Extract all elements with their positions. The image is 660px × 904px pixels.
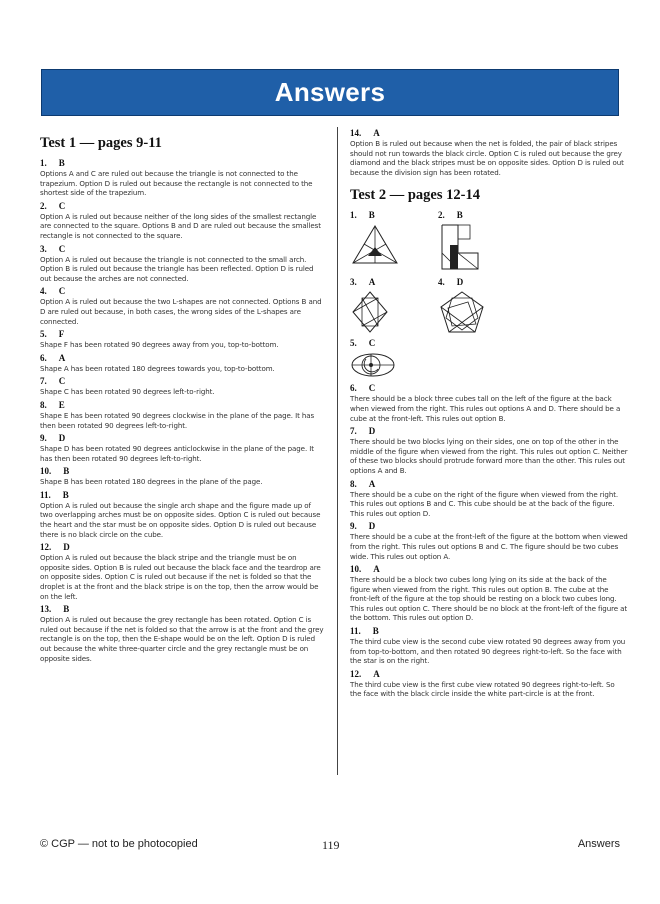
answer-number: 11.	[350, 626, 361, 637]
answer-letter: D	[368, 521, 376, 532]
answer-letter: A	[58, 352, 66, 363]
answer-item	[350, 479, 628, 519]
answer-item	[40, 433, 325, 463]
answer-number: 6.	[40, 352, 47, 363]
answer-number: 6.	[350, 383, 357, 394]
answer-number: 9.	[40, 433, 47, 444]
answer-letter: F	[58, 329, 65, 340]
page-title: Answers	[274, 77, 386, 107]
answer-item	[40, 466, 325, 487]
figure-row	[350, 338, 628, 379]
answer-explanation: The third cube view is the first cube view rotated 90 degrees right-to-left. So the face with the black circle inside the white part-circle is at the front.	[350, 679, 615, 699]
answer-number: 13.	[40, 604, 52, 615]
answer-explanation: Options A and C are ruled out because the triangle is not connected to the trapezium. Option D is ruled out because the rectangle is not connected to the shortest side of the trapezium.	[40, 169, 313, 198]
answer-number: 1.	[40, 158, 47, 168]
answer-letter: E	[58, 399, 65, 410]
figure-answer	[350, 277, 438, 334]
answer-explanation: Option A is ruled out because the black stripe and the triangle must be on opposite sides. Option B is ruled out because the black face and the teardrop are on opposite sides. Option C is ruled out because if the net is folded so that the droplet is at the front and the black stripe is on the top, then the arrow would be on the left.	[40, 553, 321, 601]
section-label: Answers	[577, 838, 620, 850]
answer-number: 9.	[350, 521, 357, 532]
figure-answer	[438, 277, 526, 334]
answer-item	[40, 376, 325, 397]
answer-item	[40, 604, 325, 663]
answer-item	[40, 490, 325, 539]
answer-item	[40, 353, 325, 374]
answer-item	[350, 669, 628, 699]
answer-number: 3.	[40, 243, 47, 254]
test2-heading: Test 2 — pages 12-14	[350, 187, 480, 204]
answers-banner	[41, 69, 619, 116]
answer-letter: B	[63, 604, 70, 615]
answer-item	[350, 564, 628, 623]
answer-item	[350, 383, 628, 423]
answer-explanation: Option A is ruled out because neither of the long sides of the smallest rectangle are connected to the square. Options B and D are ruled out because the smallest rectangle is not connected to the square.	[40, 211, 321, 240]
answer-letter: D	[63, 542, 70, 553]
answer-explanation: Shape E has been rotated 90 degrees clockwise in the plane of the page. It has then been rotated 90 degrees left-to-right.	[40, 410, 315, 430]
answer-explanation: Option A is ruled out because the grey rectangle has been rotated. Option C is ruled out because if the net is folded so that the arrow is at the front and the grey rectangle is on the top, then the E-shape would be on the left. Option D is ruled out because the white three-quarter circle and the grey rectangle must be on opposite sides.	[40, 615, 324, 663]
column-divider	[337, 127, 338, 775]
answer-letter: B	[456, 210, 463, 221]
answer-letter: C	[368, 338, 376, 349]
copyright-notice: © CGP — not to be photocopied	[40, 838, 198, 850]
answer-number: 8.	[350, 478, 357, 489]
figure-answer	[438, 210, 526, 273]
page-footer	[40, 838, 620, 852]
answer-explanation: There should be a cube at the front-left of the figure at the bottom when viewed from the right. This rules out options B and C. The figure should be two cubes wide. This rules out option A.	[350, 532, 628, 561]
answer-item	[40, 542, 325, 601]
answer-item	[40, 286, 325, 326]
answer-number: 10.	[40, 466, 52, 477]
answer-explanation: Shape C has been rotated 90 degrees left-to-right.	[40, 387, 215, 397]
answer-item	[350, 128, 628, 177]
answer-explanation: The third cube view is the second cube view rotated 90 degrees away from you from top-to-bottom, and then rotated 90 degrees right-to-left. So the face with the star is on the right.	[350, 637, 626, 666]
answer-item	[40, 329, 325, 350]
pentagon-figure-icon	[438, 290, 486, 334]
triangle-figure-icon	[350, 223, 400, 267]
answer-letter: A	[368, 478, 376, 489]
answer-explanation: Option A is ruled out because the single arch shape and the figure made up of two overlapping arches must be on opposite sides. Option C is ruled out because the heart and the star must be on opposite sides. Option D is ruled out because there is no black circle on the cube.	[40, 500, 321, 539]
answer-number: 7.	[350, 426, 357, 437]
answer-explanation: There should be a block three cubes tall on the left of the figure at the back when viewed from the right. This rules out options A and D. There should be a cube at the front-left. This rules out option B.	[350, 394, 621, 423]
figure-row	[350, 210, 628, 273]
answer-item	[350, 626, 628, 666]
diamond-figure-icon	[350, 290, 390, 334]
answer-number: 5.	[350, 338, 357, 349]
answer-number: 10.	[350, 564, 362, 575]
answer-letter: B	[58, 158, 65, 168]
page-number: 119	[322, 838, 340, 852]
answer-letter: B	[372, 626, 379, 637]
answer-item	[40, 201, 325, 241]
answer-letter: B	[368, 210, 375, 221]
left-column	[40, 128, 325, 666]
answer-number: 4.	[438, 277, 445, 288]
answer-number: 1.	[350, 210, 357, 221]
answer-number: 2.	[438, 210, 445, 221]
answer-explanation: Shape D has been rotated 90 degrees anticlockwise in the plane of the page. It has then been rotated 90 degrees left-to-right.	[40, 444, 314, 463]
answer-letter: A	[373, 128, 380, 138]
answer-letter: A	[368, 277, 376, 288]
answer-letter: C	[58, 376, 66, 387]
answer-number: 8.	[40, 399, 47, 410]
figure-row	[350, 277, 628, 334]
answer-letter: C	[58, 200, 66, 211]
answer-explanation: Shape B has been rotated 180 degrees in the plane of the page.	[40, 477, 263, 487]
test1-heading: Test 1 — pages 9-11	[40, 135, 162, 151]
answer-explanation: Shape F has been rotated 90 degrees away from you, top-to-bottom.	[40, 340, 279, 350]
answer-explanation: There should be two blocks lying on their sides, one on top of the other in the middle of the figure when viewed from the right. This rules out option C. Neither of these two blocks should protrude forward more than the other. This rules out options A and B.	[350, 437, 628, 475]
answer-explanation: Shape A has been rotated 180 degrees towards you, top-to-bottom.	[40, 363, 275, 373]
answer-letter: D	[368, 426, 376, 437]
answer-number: 3.	[350, 277, 357, 288]
answer-letter: C	[368, 383, 376, 394]
answer-letter: B	[63, 466, 70, 477]
answer-explanation: Option A is ruled out because the two L-shapes are not connected. Options B and D are ruled out because, in both cases, the wrong sides of the L-shapes are connected.	[40, 297, 322, 326]
right-column	[350, 128, 628, 702]
answer-number: 5.	[40, 329, 47, 340]
answer-letter: D	[58, 433, 66, 444]
figure-answer	[350, 338, 438, 379]
ellipse-figure-icon	[350, 351, 396, 379]
answer-item	[40, 400, 325, 430]
answer-letter: B	[62, 489, 69, 500]
answer-letter: A	[373, 564, 380, 575]
answer-explanation: There should be a block two cubes long lying on its side at the back of the figure when viewed from the right. This rules out option B. The cube at the front-left of the figure at the top should be resting on a block two cubes long. This rules out option C. There should be no block at the front-left of the figure at the bottom. This rules out option D.	[350, 575, 628, 623]
answer-number: 14.	[350, 128, 362, 138]
answer-item	[40, 244, 325, 284]
answer-explanation: There should be a cube on the right of the figure when viewed from the right. This rules out options B and C. This cube should be at the back of the figure. This rules out option D.	[350, 489, 619, 518]
answer-number: 11.	[40, 489, 51, 500]
answer-number: 7.	[40, 376, 47, 387]
answer-item	[40, 158, 325, 198]
answer-number: 2.	[40, 200, 47, 211]
figure-answer	[350, 210, 438, 273]
answer-number: 12.	[40, 542, 52, 553]
answer-letter: C	[58, 243, 66, 254]
answer-explanation: Option B is ruled out because when the net is folded, the pair of black stripes should not run towards the black circle. Option C is ruled out because the grey diamond and the black stripes must be on opposite sides. Option D is ruled out because the division sign has been rotated.	[350, 139, 624, 177]
answer-item	[350, 426, 628, 475]
answer-number: 4.	[40, 286, 47, 297]
l-shape-figure-icon	[438, 223, 488, 273]
answer-letter: D	[456, 277, 464, 288]
answer-number: 12.	[350, 668, 362, 679]
answer-letter: A	[373, 668, 380, 679]
answer-item	[350, 521, 628, 561]
answer-explanation: Option A is ruled out because the triangle is not connected to the small arch. Option B is ruled out because the triangle has been reflected. Option D is ruled out because the arches are not connected.	[40, 254, 314, 283]
answer-letter: C	[58, 286, 66, 297]
